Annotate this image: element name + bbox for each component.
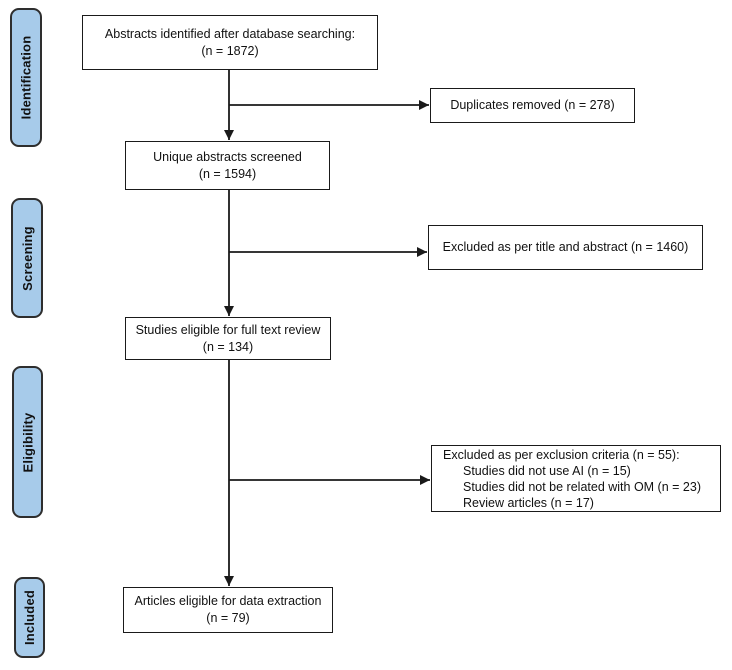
- box-text-line: Excluded as per title and abstract (n = 1460): [442, 240, 689, 255]
- stage-label-text: Screening: [19, 225, 35, 291]
- stage-label-text: Eligibility: [20, 412, 36, 472]
- box-abstracts-identified: [82, 15, 378, 70]
- stage-label-screening: [11, 198, 43, 318]
- stage-label-included: [14, 577, 45, 658]
- stage-label-text: Included: [22, 589, 37, 646]
- box-text-line: Excluded as per exclusion criteria (n = 55):: [443, 447, 680, 462]
- box-text-line: Unique abstracts screened: [153, 149, 302, 164]
- excluded-criteria-item: Studies did not be related with OM (n = 23): [463, 479, 701, 494]
- box-data-extraction: [123, 587, 333, 633]
- box-text-line: Duplicates removed (n = 278): [450, 98, 615, 113]
- box-text-line: Studies eligible for full text review: [135, 322, 321, 337]
- excluded-criteria-item: Studies did not use AI (n = 15): [463, 463, 631, 478]
- stage-label-identification: [10, 8, 42, 147]
- box-fulltext-review: [125, 317, 331, 360]
- box-text-line: Articles eligible for data extraction: [134, 594, 322, 609]
- stage-label-text: Identification: [18, 35, 34, 120]
- box-unique-abstracts-screened: [125, 141, 330, 190]
- box-count: (n = 1872): [201, 43, 259, 58]
- box-count: (n = 79): [206, 611, 250, 625]
- excluded-criteria-item: Review articles (n = 17): [463, 495, 594, 510]
- box-duplicates-removed: [430, 88, 635, 123]
- box-text-line: Abstracts identified after database searching:: [104, 26, 356, 41]
- box-count: (n = 134): [202, 339, 254, 354]
- box-count: (n = 1594): [198, 166, 257, 181]
- box-excluded-title-abstract: [428, 225, 703, 270]
- box-excluded-criteria: [431, 445, 721, 512]
- stage-label-eligibility: [12, 366, 43, 518]
